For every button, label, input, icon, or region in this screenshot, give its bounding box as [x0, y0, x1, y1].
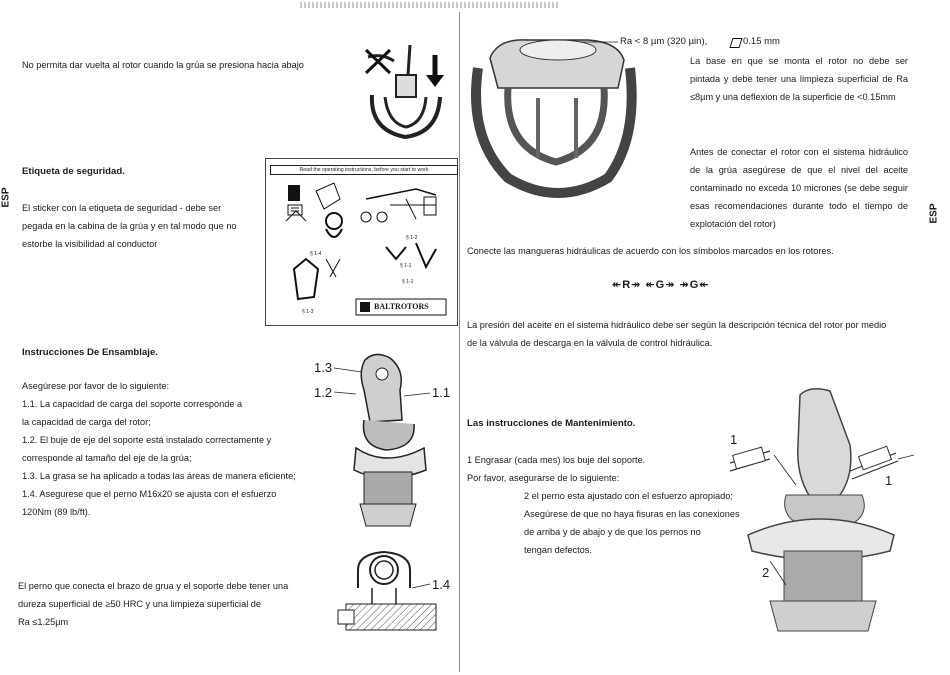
assembly-intro: Asegúrese por favor de lo siguiente:: [22, 381, 170, 391]
sticker-ref-3: § 1-1: [402, 279, 414, 285]
intro-text: No permita dar vuelta al rotor cuando la grúa se presiona hacia abajo: [22, 60, 304, 70]
callout-1-2: 1.2: [314, 385, 333, 400]
sticker-ref-5: § 1-1: [400, 263, 412, 269]
base-text: La base en que se monta el rotor no debe ser pintada y debe tener una limpieza superficial de Ra ≤8µm y una deflexion de la superficie de <0.15mm: [690, 56, 908, 102]
maintenance-sub-line: Asegúrese de que no haya fisuras en las conexiones: [524, 509, 740, 519]
callout-2: 2: [762, 565, 770, 580]
maintenance-sub-line: tengan defectos.: [524, 545, 592, 555]
callout-1-left: 1: [730, 432, 738, 447]
maintenance-sub-line: de arriba y de abajo y de que los pernos no: [524, 527, 701, 537]
callout-1-4: 1.4: [432, 577, 451, 592]
pin-text-line: dureza superficial de ≥50 HRC y una limpieza superficial de: [18, 599, 262, 609]
pressure-text: La presión del aceite en el sistema hidráulico debe ser según la descripción técnica del rotor por medio de la válvula de descarga en la válvula de control hidráulica.: [467, 320, 887, 348]
assembly-heading: Instrucciones De Ensamblaje.: [22, 347, 158, 358]
sticker-brand: BALTROTORS: [374, 302, 429, 311]
ra-label: Ra < 8 µm (320 µin),: [620, 36, 708, 47]
assembly-item: 1.2. El buje de eje del soporte está instalado correctamente y: [22, 435, 272, 445]
safety-heading: Etiqueta de seguridad.: [22, 166, 125, 177]
side-tab-right: ESP: [928, 203, 940, 224]
hose-symbols: ↞R↠ ↞G↠ ↠G↞: [612, 279, 710, 291]
sticker-header: Read the operating instructions, before you start to work: [270, 165, 458, 175]
pin-text-line: Ra ≤1.25µm: [18, 617, 69, 627]
maintenance-illustration: [700, 385, 940, 655]
pin-text-line: El perno que conecta el brazo de grua y el soporte debe tener una: [18, 581, 289, 591]
callout-1-3: 1.3: [314, 360, 333, 375]
flatness-label: 0.15 mm: [743, 36, 780, 47]
side-tab-left: ESP: [0, 187, 12, 208]
maintenance-sub-line: 2 el perno esta ajustado con el esfuerzo apropiado;: [524, 491, 733, 501]
callout-1-right: 1: [885, 473, 893, 488]
sticker-ref-1: § 1-4: [310, 251, 322, 257]
assembly-item: 1.1. La capacidad de carga del soporte corresponde a: [22, 399, 243, 409]
sticker-ref-2: § 1-2: [406, 235, 418, 241]
assembly-item: la capacidad de carga del rotor;: [22, 417, 151, 427]
callout-1-1: 1.1: [432, 385, 451, 400]
hoses-text: Conecte las mangueras hidráulicas de acuerdo con los símbolos marcados en los rotores.: [467, 246, 834, 256]
assembly-item: corresponde al tamaño del eje de la grúa;: [22, 453, 192, 463]
maintenance-lines: [467, 451, 727, 487]
maintenance-line: 1 Engrasar (cada mes) los buje del soporte.: [467, 455, 646, 465]
assembly-item: 120Nm (89 lb/ft).: [22, 507, 91, 517]
hydraulic-text: Antes de conectar el rotor con el sistema hidráulico de la grúa asegúrese de que el nivel del aceite contaminado no exceda 10 micrones (se debe seguir esas recomendaciones durante todo el tiempo de explotación del rotor): [690, 147, 908, 229]
maintenance-line: Por favor, asegurarse de lo siguiente:: [467, 473, 620, 483]
maintenance-heading: Las instrucciones de Mantenimiento.: [467, 418, 636, 429]
assembly-item: 1.4. Asegurese que el perno M16x20 se ajusta con el esfuerzo: [22, 489, 277, 499]
sticker-ref-4: § 1-3: [302, 309, 314, 315]
safety-text: El sticker con la etiqueta de seguridad - debe ser pegada en la cabina de la grúa y en tal modo que no estorbe la visibilidad al conductor: [22, 203, 237, 249]
assembly-item: 1.3. La grasa se ha aplicado a todas las áreas de manera eficiente;: [22, 471, 296, 481]
